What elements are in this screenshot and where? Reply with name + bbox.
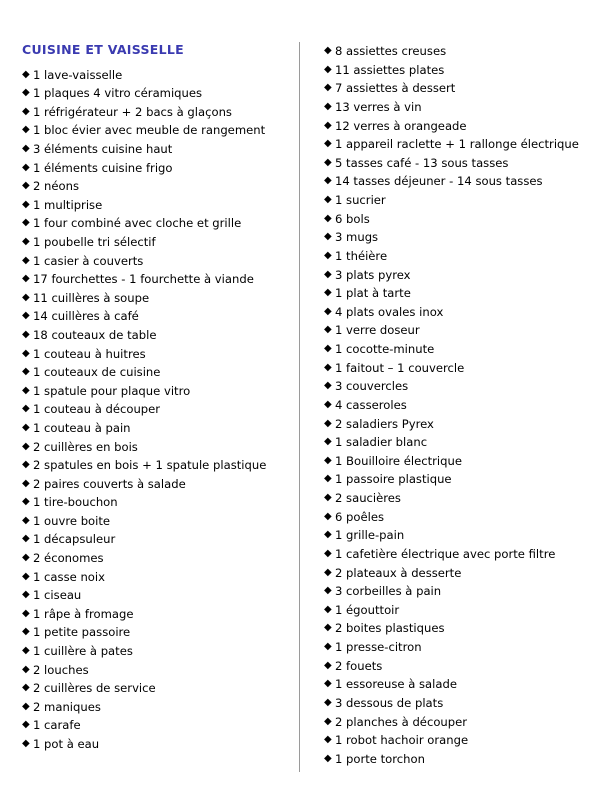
bullet-icon: ◆ bbox=[323, 324, 332, 336]
list-item-label: 1 passoire plastique bbox=[334, 472, 452, 487]
list-item bbox=[324, 396, 581, 415]
bullet-icon: ◆ bbox=[323, 63, 332, 75]
bullet-icon: ◆ bbox=[323, 398, 332, 410]
list-item bbox=[324, 750, 581, 769]
list-item bbox=[324, 359, 581, 378]
list-item-label: 8 assiettes creuses bbox=[334, 44, 447, 58]
bullet-icon: ◆ bbox=[22, 514, 30, 526]
list-item-label: 1 sucrier bbox=[334, 193, 386, 207]
list-item bbox=[22, 270, 291, 289]
list-item bbox=[22, 438, 291, 457]
bullet-icon: ◆ bbox=[22, 421, 30, 433]
list-item bbox=[22, 400, 291, 419]
list-item-label: 3 plats pyrex bbox=[334, 267, 411, 282]
list-item bbox=[22, 716, 291, 735]
list-item bbox=[22, 568, 291, 587]
list-item bbox=[324, 228, 581, 247]
bullet-icon: ◆ bbox=[323, 343, 332, 354]
list-item bbox=[324, 247, 581, 266]
list-item-label: 11 assiettes plates bbox=[334, 62, 445, 77]
list-item bbox=[324, 731, 581, 750]
list-item-label: 1 cocotte-minute bbox=[334, 342, 435, 356]
list-item bbox=[324, 377, 581, 396]
list-item bbox=[324, 415, 581, 434]
bullet-icon: ◆ bbox=[22, 235, 30, 247]
list-item-label: 1 carafe bbox=[33, 718, 81, 733]
list-item bbox=[22, 233, 291, 252]
list-item-label: 2 cuillères de service bbox=[33, 681, 156, 696]
list-item-label: 1 couteau à huitres bbox=[33, 346, 146, 361]
bullet-icon: ◆ bbox=[323, 175, 332, 187]
list-item bbox=[324, 713, 581, 732]
bullet-icon: ◆ bbox=[22, 663, 30, 675]
list-item-label: 1 robot hachoir orange bbox=[334, 733, 469, 748]
list-item-label: 1 essoreuse à salade bbox=[334, 677, 457, 692]
bullet-icon: ◆ bbox=[323, 100, 332, 112]
bullet-icon: ◆ bbox=[323, 156, 332, 168]
list-item bbox=[22, 419, 291, 438]
list-item bbox=[324, 172, 581, 191]
list-item-label: 1 égouttoir bbox=[334, 602, 400, 617]
bullet-icon: ◆ bbox=[22, 589, 30, 601]
list-item-label: 1 râpe à fromage bbox=[33, 606, 134, 621]
bullet-icon: ◆ bbox=[22, 719, 30, 731]
bullet-icon: ◆ bbox=[323, 268, 332, 280]
list-item bbox=[324, 601, 581, 620]
bullet-icon: ◆ bbox=[22, 68, 30, 80]
list-item bbox=[22, 661, 291, 680]
list-item bbox=[324, 638, 581, 657]
bullet-icon: ◆ bbox=[323, 659, 332, 671]
bullet-icon: ◆ bbox=[323, 678, 332, 690]
list-item-label: 6 bols bbox=[334, 211, 370, 226]
list-item bbox=[324, 526, 581, 545]
list-item-label: 1 saladier blanc bbox=[334, 435, 428, 450]
list-item bbox=[22, 177, 291, 196]
list-item-label: 1 appareil raclette + 1 rallonge électrique bbox=[334, 137, 579, 152]
list-item-label: 1 décapsuleur bbox=[33, 532, 116, 547]
bullet-icon: ◆ bbox=[22, 328, 30, 340]
right-column bbox=[300, 42, 581, 768]
list-item-label: 1 multiprise bbox=[33, 197, 103, 212]
list-item-label: 1 ouvre boite bbox=[33, 513, 111, 528]
bullet-icon: ◆ bbox=[323, 641, 332, 652]
bullet-icon: ◆ bbox=[323, 231, 332, 243]
bullet-icon: ◆ bbox=[323, 473, 332, 485]
list-item bbox=[324, 303, 581, 322]
list-item bbox=[22, 735, 291, 754]
bullet-icon: ◆ bbox=[323, 361, 332, 373]
list-item-label: 2 fouets bbox=[334, 658, 383, 673]
list-item-label: 13 verres à vin bbox=[334, 99, 422, 114]
list-item bbox=[22, 679, 291, 698]
list-item bbox=[324, 135, 581, 154]
list-item bbox=[22, 66, 291, 85]
list-item-label: 4 plats ovales inox bbox=[334, 304, 444, 319]
bullet-icon: ◆ bbox=[323, 454, 332, 466]
inventory-list-right bbox=[324, 42, 581, 768]
list-item bbox=[324, 657, 581, 676]
list-item bbox=[324, 79, 581, 98]
list-item-label: 1 spatule pour plaque vitro bbox=[33, 383, 191, 398]
list-item bbox=[22, 605, 291, 624]
list-item bbox=[22, 159, 291, 178]
list-item-label: 1 four combiné avec cloche et grille bbox=[33, 216, 242, 231]
list-item-label: 1 réfrigérateur + 2 bacs à glaçons bbox=[33, 104, 232, 119]
list-item-label: 6 poêles bbox=[334, 509, 385, 524]
list-item bbox=[22, 326, 291, 345]
list-item bbox=[324, 452, 581, 471]
bullet-icon: ◆ bbox=[22, 124, 30, 136]
list-item-label: 1 couteaux de cuisine bbox=[33, 365, 161, 380]
list-item bbox=[324, 470, 581, 489]
list-item bbox=[22, 214, 291, 233]
inventory-list-left bbox=[22, 66, 291, 754]
list-item bbox=[22, 493, 291, 512]
list-item-label: 1 bloc évier avec meuble de rangement bbox=[33, 123, 266, 138]
list-item bbox=[22, 307, 291, 326]
list-item bbox=[22, 549, 291, 568]
list-item-label: 1 cuillère à pates bbox=[33, 644, 133, 659]
list-item bbox=[22, 140, 291, 159]
list-item bbox=[22, 623, 291, 642]
list-item-label: 1 tire-bouchon bbox=[33, 495, 118, 510]
bullet-icon: ◆ bbox=[22, 552, 30, 564]
list-item-label: 11 cuillères à soupe bbox=[33, 290, 150, 305]
list-item-label: 14 cuillères à café bbox=[33, 309, 139, 324]
bullet-icon: ◆ bbox=[22, 682, 30, 694]
list-item-label: 18 couteaux de table bbox=[33, 327, 157, 342]
list-item bbox=[324, 98, 581, 117]
list-item bbox=[22, 252, 291, 271]
bullet-icon: ◆ bbox=[22, 143, 30, 154]
bullet-icon: ◆ bbox=[22, 496, 30, 508]
bullet-icon: ◆ bbox=[323, 752, 332, 764]
list-item-label: 1 lave-vaisselle bbox=[33, 67, 123, 82]
list-item-label: 1 porte torchon bbox=[334, 751, 425, 766]
list-item bbox=[22, 382, 291, 401]
list-item bbox=[324, 564, 581, 583]
bullet-icon: ◆ bbox=[323, 696, 332, 708]
list-item bbox=[324, 582, 581, 601]
list-item-label: 1 verre doseur bbox=[334, 323, 420, 338]
list-item-label: 2 planches à découper bbox=[334, 714, 468, 729]
bullet-icon: ◆ bbox=[22, 626, 30, 638]
list-item-label: 2 néons bbox=[33, 179, 80, 194]
list-item bbox=[22, 196, 291, 215]
list-item bbox=[324, 191, 581, 210]
bullet-icon: ◆ bbox=[323, 194, 332, 205]
list-item-label: 1 casier à couverts bbox=[33, 253, 144, 268]
list-item-label: 1 plat à tarte bbox=[334, 286, 411, 301]
bullet-icon: ◆ bbox=[323, 547, 332, 559]
list-item-label: 1 couteau à découper bbox=[33, 402, 161, 417]
bullet-icon: ◆ bbox=[22, 198, 30, 210]
bullet-icon: ◆ bbox=[22, 384, 30, 396]
list-item-label: 1 presse-citron bbox=[334, 640, 422, 654]
bullet-icon: ◆ bbox=[22, 105, 30, 117]
page-title: CUISINE ET VAISSELLE bbox=[22, 42, 184, 57]
bullet-icon: ◆ bbox=[22, 700, 30, 712]
bullet-icon: ◆ bbox=[323, 529, 332, 541]
list-item bbox=[324, 619, 581, 638]
list-item bbox=[324, 694, 581, 713]
list-item-label: 1 ciseau bbox=[33, 588, 82, 603]
list-item-label: 1 plaques 4 vitro céramiques bbox=[33, 86, 203, 101]
list-item bbox=[22, 345, 291, 364]
bullet-icon: ◆ bbox=[22, 87, 30, 99]
bullet-icon: ◆ bbox=[22, 570, 30, 582]
bullet-icon: ◆ bbox=[323, 734, 332, 746]
bullet-icon: ◆ bbox=[323, 510, 332, 522]
list-item bbox=[22, 530, 291, 549]
list-item bbox=[22, 456, 291, 475]
list-item-label: 2 cuillères en bois bbox=[33, 439, 138, 454]
bullet-icon: ◆ bbox=[323, 380, 332, 392]
bullet-icon: ◆ bbox=[323, 45, 332, 56]
list-item bbox=[324, 266, 581, 285]
left-column bbox=[22, 42, 299, 754]
bullet-icon: ◆ bbox=[22, 217, 30, 229]
list-item-label: 1 pot à eau bbox=[33, 737, 100, 751]
list-item bbox=[324, 489, 581, 508]
list-item-label: 1 cafetière électrique avec porte filtre bbox=[334, 546, 556, 561]
list-item bbox=[22, 586, 291, 605]
list-item bbox=[22, 363, 291, 382]
list-item-label: 2 saucières bbox=[334, 491, 401, 505]
bullet-icon: ◆ bbox=[323, 212, 332, 224]
list-item bbox=[22, 121, 291, 140]
bullet-icon: ◆ bbox=[22, 403, 30, 415]
bullet-icon: ◆ bbox=[22, 161, 30, 173]
list-item bbox=[324, 340, 581, 359]
bullet-icon: ◆ bbox=[323, 715, 332, 727]
bullet-icon: ◆ bbox=[22, 180, 30, 192]
bullet-icon: ◆ bbox=[323, 585, 332, 597]
list-item-label: 1 petite passoire bbox=[33, 625, 131, 640]
bullet-icon: ◆ bbox=[323, 492, 332, 503]
bullet-icon: ◆ bbox=[22, 607, 30, 619]
list-item bbox=[22, 475, 291, 494]
list-item-label: 3 corbeilles à pain bbox=[334, 584, 442, 599]
bullet-icon: ◆ bbox=[22, 533, 30, 545]
bullet-icon: ◆ bbox=[22, 254, 30, 266]
list-item-label: 3 mugs bbox=[334, 230, 379, 245]
list-item-label: 2 boites plastiques bbox=[334, 621, 445, 636]
list-item bbox=[22, 103, 291, 122]
list-item-label: 1 poubelle tri sélectif bbox=[33, 234, 156, 249]
bullet-icon: ◆ bbox=[22, 366, 30, 378]
bullet-icon: ◆ bbox=[22, 477, 30, 489]
bullet-icon: ◆ bbox=[22, 310, 30, 322]
list-item-label: 3 couvercles bbox=[334, 379, 409, 394]
bullet-icon: ◆ bbox=[323, 566, 332, 578]
list-item bbox=[22, 698, 291, 717]
list-item-label: 2 saladiers Pyrex bbox=[334, 416, 434, 431]
list-item-label: 2 spatules en bois + 1 spatule plastique bbox=[33, 458, 267, 473]
list-item bbox=[324, 508, 581, 527]
list-item bbox=[324, 117, 581, 136]
bullet-icon: ◆ bbox=[22, 738, 30, 749]
list-item-label: 1 couteau à pain bbox=[33, 420, 131, 435]
bullet-icon: ◆ bbox=[323, 249, 332, 261]
list-item bbox=[324, 433, 581, 452]
bullet-icon: ◆ bbox=[323, 603, 332, 615]
list-item-label: 5 tasses café - 13 sous tasses bbox=[334, 155, 509, 170]
list-item bbox=[324, 154, 581, 173]
bullet-icon: ◆ bbox=[323, 305, 332, 317]
list-item-label: 3 dessous de plats bbox=[334, 695, 444, 710]
two-column-layout bbox=[22, 42, 581, 772]
list-item-label: 3 éléments cuisine haut bbox=[33, 142, 173, 156]
list-item-label: 1 casse noix bbox=[33, 569, 105, 584]
list-item bbox=[324, 321, 581, 340]
bullet-icon: ◆ bbox=[22, 273, 30, 285]
bullet-icon: ◆ bbox=[323, 82, 332, 94]
bullet-icon: ◆ bbox=[323, 119, 332, 131]
bullet-icon: ◆ bbox=[22, 459, 30, 471]
list-item bbox=[324, 42, 581, 61]
list-item-label: 1 faitout – 1 couvercle bbox=[334, 360, 465, 375]
list-item-label: 2 louches bbox=[33, 662, 89, 677]
bullet-icon: ◆ bbox=[22, 347, 30, 359]
list-item-label: 1 éléments cuisine frigo bbox=[33, 160, 173, 175]
list-item-label: 2 paires couverts à salade bbox=[33, 476, 186, 491]
bullet-icon: ◆ bbox=[22, 291, 30, 303]
list-item-label: 2 économes bbox=[33, 551, 104, 566]
list-item-label: 4 casseroles bbox=[334, 397, 407, 412]
list-item bbox=[324, 61, 581, 80]
bullet-icon: ◆ bbox=[323, 287, 332, 299]
list-item bbox=[22, 84, 291, 103]
bullet-icon: ◆ bbox=[22, 440, 30, 452]
list-item bbox=[22, 512, 291, 531]
bullet-icon: ◆ bbox=[323, 436, 332, 448]
list-item-label: 1 grille-pain bbox=[334, 528, 405, 543]
list-item bbox=[324, 675, 581, 694]
bullet-icon: ◆ bbox=[22, 645, 30, 657]
bullet-icon: ◆ bbox=[323, 138, 332, 150]
list-item bbox=[22, 642, 291, 661]
list-item-label: 1 Bouilloire électrique bbox=[334, 453, 462, 468]
list-item-label: 2 plateaux à desserte bbox=[334, 565, 462, 580]
list-item bbox=[324, 284, 581, 303]
list-item-label: 14 tasses déjeuner - 14 sous tasses bbox=[334, 174, 543, 189]
list-item bbox=[22, 289, 291, 308]
list-item-label: 17 fourchettes - 1 fourchette à viande bbox=[33, 272, 254, 287]
list-item bbox=[324, 210, 581, 229]
list-item bbox=[324, 545, 581, 564]
list-item-label: 7 assiettes à dessert bbox=[334, 81, 456, 96]
list-item-label: 12 verres à orangeade bbox=[334, 118, 467, 133]
list-item-label: 1 théière bbox=[334, 248, 388, 263]
list-item-label: 2 maniques bbox=[33, 699, 101, 714]
bullet-icon: ◆ bbox=[323, 622, 332, 634]
bullet-icon: ◆ bbox=[323, 417, 332, 429]
